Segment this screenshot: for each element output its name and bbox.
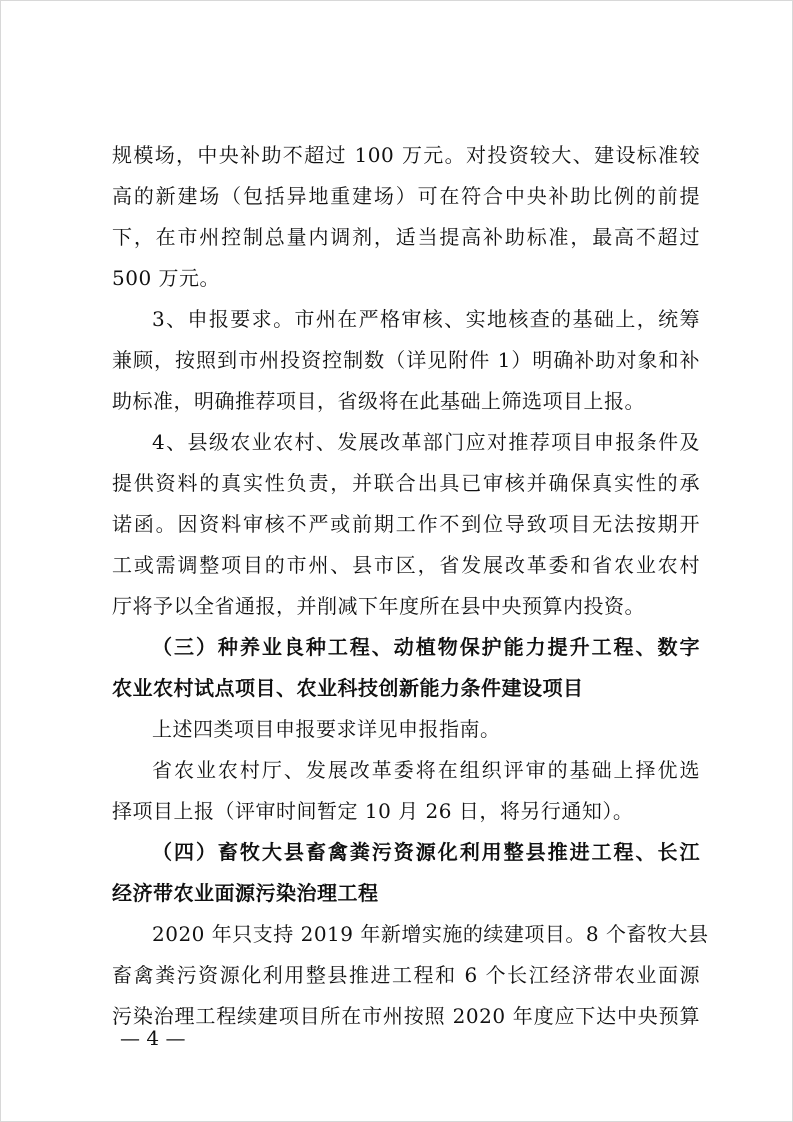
paragraph-line: 厅将予以全省通报，并削减下年度所在县中央预算内投资。 — [112, 594, 645, 618]
paragraph-line: 工或需调整项目的市州、县市区，省发展改革委和省农业农村 — [112, 553, 700, 577]
paragraph-line: 2020 年只支持 2019 年新增实施的续建项目。8 个畜牧大县 — [152, 922, 709, 946]
paragraph-line: 上述四类项目申报要求详见申报指南。 — [152, 717, 501, 741]
paragraph-line: 畜禽粪污资源化利用整县推进工程和 6 个长江经济带农业面源 — [112, 963, 700, 987]
paragraph-line: 兼顾，按照到市州投资控制数（详见附件 1）明确补助对象和补 — [112, 348, 700, 372]
paragraph-line: 高的新建场（包括异地重建场）可在符合中央补助比例的前提 — [112, 184, 700, 208]
section-heading-line: 经济带农业面源污染治理工程 — [112, 881, 379, 905]
paragraph-line: 助标准，明确推荐项目，省级将在此基础上筛选项目上报。 — [112, 389, 645, 413]
section-heading-line: 农业农村试点项目、农业科技创新能力条件建设项目 — [112, 676, 584, 700]
section-heading-line: （四）畜牧大县畜禽粪污资源化利用整县推进工程、长江 — [152, 840, 700, 864]
paragraph-line: 污染治理工程续建项目所在市州按照 2020 年度应下达中央预算 — [112, 1004, 700, 1028]
paragraph-line: 诺函。因资料审核不严或前期工作不到位导致项目无法按期开 — [112, 512, 700, 536]
paragraph-line: 择项目上报（评审时间暂定 10 月 26 日，将另行通知）。 — [112, 799, 634, 823]
page-number: — 4 — — [120, 1026, 186, 1050]
section-heading-line: （三）种养业良种工程、动植物保护能力提升工程、数字 — [152, 635, 700, 659]
paragraph-line: 3、申报要求。市州在严格审核、实地核查的基础上，统筹 — [152, 307, 700, 331]
paragraph-line: 4、县级农业农村、发展改革部门应对推荐项目申报条件及 — [152, 430, 700, 454]
paragraph-line: 省农业农村厅、发展改革委将在组织评审的基础上择优选 — [152, 758, 700, 782]
paragraph-line: 提供资料的真实性负责，并联合出具已审核并确保真实性的承 — [112, 471, 700, 495]
paragraph-line: 下，在市州控制总量内调剂，适当提高补助标准，最高不超过 — [112, 225, 700, 249]
paragraph-line: 500 万元。 — [112, 266, 221, 290]
paragraph-line: 规模场，中央补助不超过 100 万元。对投资较大、建设标准较 — [112, 143, 700, 167]
